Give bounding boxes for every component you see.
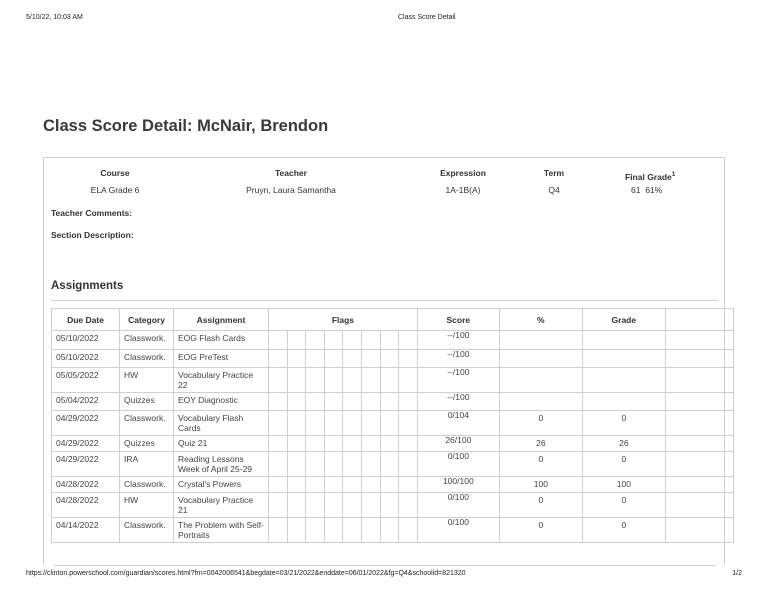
flag-cell <box>306 393 325 411</box>
final-grade-header <box>625 171 675 182</box>
flag-cell <box>306 350 325 368</box>
flag-cell <box>361 331 380 350</box>
flag-cell <box>287 452 306 477</box>
extra-cell <box>665 477 733 493</box>
expression-value: 1A-1B(A) <box>445 185 481 195</box>
due-date-cell: 04/28/2022 <box>52 477 120 493</box>
table-row <box>52 452 734 477</box>
final-grade-label: Final Grade <box>625 171 672 182</box>
course-header: Course <box>100 168 130 178</box>
table-row <box>52 518 734 543</box>
term-value: Q4 <box>548 185 560 195</box>
flag-cell <box>399 350 418 368</box>
flag-cell <box>361 436 380 452</box>
score-cell: 0/100 <box>417 518 499 543</box>
flag-cell <box>287 350 306 368</box>
score-cell: --/100 <box>417 331 499 350</box>
score-cell: --/100 <box>417 368 499 393</box>
flag-cell <box>361 393 380 411</box>
percent-cell <box>499 368 582 393</box>
flag-cell <box>287 436 306 452</box>
extra-cell <box>665 350 733 368</box>
extra-cell <box>665 393 733 411</box>
flag-cell <box>380 436 399 452</box>
flag-cell <box>269 393 288 411</box>
flag-cell <box>399 331 418 350</box>
final-grade-value <box>631 185 662 195</box>
flag-cell <box>361 493 380 518</box>
teacher-header: Teacher <box>275 168 307 178</box>
flag-cell <box>380 493 399 518</box>
grade-cell: 0 <box>582 452 665 477</box>
flag-cell <box>324 452 343 477</box>
percent-cell <box>499 350 582 368</box>
flag-cell <box>361 411 380 436</box>
final-grade-percent: 61% <box>645 185 663 195</box>
assignments-title: Assignments <box>51 280 124 292</box>
category-cell: IRA <box>120 452 174 477</box>
category-cell: Classwork. <box>120 477 174 493</box>
flag-cell <box>269 368 288 393</box>
flag-cell <box>343 518 362 543</box>
percent-cell: 0 <box>499 452 582 477</box>
table-row <box>52 411 734 436</box>
grade-cell: 26 <box>582 436 665 452</box>
assignment-name-link[interactable]: Quiz 21 <box>174 436 269 452</box>
assignment-name-link[interactable]: Crystal's Powers <box>174 477 269 493</box>
flag-cell <box>399 452 418 477</box>
flag-cell <box>287 393 306 411</box>
flag-cell <box>399 518 418 543</box>
percent-column-header[interactable]: % <box>499 309 582 331</box>
flag-cell <box>306 477 325 493</box>
due-date-cell: 04/29/2022 <box>52 452 120 477</box>
assignment-name-link[interactable]: EOG PreTest <box>174 350 269 368</box>
table-row <box>52 493 734 518</box>
flag-cell <box>324 477 343 493</box>
panel-bottom-border <box>54 565 716 566</box>
flag-cell <box>324 411 343 436</box>
flag-cell <box>380 411 399 436</box>
grade-cell: 0 <box>582 411 665 436</box>
course-value: ELA Grade 6 <box>90 185 140 195</box>
flag-cell <box>324 436 343 452</box>
grade-cell <box>582 393 665 411</box>
flag-cell <box>306 493 325 518</box>
category-cell: HW <box>120 368 174 393</box>
percent-cell: 26 <box>499 436 582 452</box>
flag-cell <box>306 436 325 452</box>
final-grade-points: 61 <box>631 185 641 195</box>
flag-cell <box>287 411 306 436</box>
grade-cell: 100 <box>582 477 665 493</box>
percent-cell <box>499 331 582 350</box>
flag-cell <box>343 350 362 368</box>
flag-cell <box>343 477 362 493</box>
extra-cell <box>665 436 733 452</box>
flag-cell <box>343 331 362 350</box>
score-cell: 26/100 <box>417 436 499 452</box>
flag-cell <box>269 350 288 368</box>
term-header: Term <box>543 168 565 178</box>
flag-cell <box>306 518 325 543</box>
due-date-cell: 05/10/2022 <box>52 350 120 368</box>
category-column-header[interactable]: Category <box>120 309 174 331</box>
page-url: https://clinton.powerschool.com/guardian/scores.html?frn=0042006541&begdate=03/21/2022&enddate=06/01/2022&fg=Q4&schoolid=821320 <box>26 570 466 577</box>
flag-cell <box>361 452 380 477</box>
assignment-name-link[interactable]: Vocabulary Practice 21 <box>174 493 269 518</box>
score-cell: 0/100 <box>417 493 499 518</box>
score-cell: --/100 <box>417 350 499 368</box>
percent-cell: 0 <box>499 518 582 543</box>
flag-cell <box>306 452 325 477</box>
flag-cell <box>343 452 362 477</box>
expression-header: Expression <box>440 168 486 178</box>
flag-cell <box>343 411 362 436</box>
percent-cell: 0 <box>499 493 582 518</box>
flag-cell <box>361 350 380 368</box>
flag-cell <box>380 368 399 393</box>
print-title: Class Score Detail <box>398 14 456 21</box>
flag-cell <box>324 368 343 393</box>
flag-cell <box>306 331 325 350</box>
flags-column-header: Flags <box>269 309 418 331</box>
score-cell: --/100 <box>417 393 499 411</box>
category-cell: Quizzes <box>120 436 174 452</box>
grade-cell <box>582 368 665 393</box>
flag-cell <box>324 331 343 350</box>
flag-cell <box>343 393 362 411</box>
section-description-label: Section Description: <box>51 230 134 240</box>
grade-cell: 0 <box>582 493 665 518</box>
flag-cell <box>399 393 418 411</box>
flag-cell <box>287 493 306 518</box>
score-cell: 0/100 <box>417 452 499 477</box>
flag-cell <box>343 493 362 518</box>
percent-cell: 100 <box>499 477 582 493</box>
assignment-name-link[interactable]: Vocabulary Flash Cards <box>174 411 269 436</box>
flag-cell <box>361 368 380 393</box>
due-date-cell: 04/29/2022 <box>52 411 120 436</box>
extra-cell <box>665 368 733 393</box>
flag-cell <box>343 436 362 452</box>
flag-cell <box>399 368 418 393</box>
flag-cell <box>380 393 399 411</box>
flag-cell <box>306 411 325 436</box>
category-cell: Quizzes <box>120 393 174 411</box>
flag-cell <box>399 411 418 436</box>
flag-cell <box>269 452 288 477</box>
score-column-header[interactable]: Score <box>417 309 499 331</box>
flag-cell <box>380 331 399 350</box>
score-cell: 100/100 <box>417 477 499 493</box>
extra-cell <box>665 331 733 350</box>
extra-cell <box>665 452 733 477</box>
flag-cell <box>343 368 362 393</box>
flag-cell <box>287 331 306 350</box>
flag-cell <box>269 436 288 452</box>
due-date-cell: 05/04/2022 <box>52 393 120 411</box>
due-date-cell: 05/05/2022 <box>52 368 120 393</box>
teacher-comments-label: Teacher Comments: <box>51 208 133 218</box>
category-cell: Classwork. <box>120 518 174 543</box>
grade-cell <box>582 331 665 350</box>
table-row <box>52 436 734 452</box>
flag-cell <box>399 477 418 493</box>
category-cell: Classwork. <box>120 331 174 350</box>
flag-cell <box>269 331 288 350</box>
percent-cell <box>499 393 582 411</box>
assignment-name-link[interactable]: The Problem with Self-Portraits <box>174 518 269 543</box>
flag-cell <box>380 350 399 368</box>
extra-cell <box>665 518 733 543</box>
flag-cell <box>306 368 325 393</box>
assignments-header-row <box>52 309 734 331</box>
table-row <box>52 393 734 411</box>
category-cell: Classwork. <box>120 411 174 436</box>
flag-cell <box>380 477 399 493</box>
assignment-name-link[interactable]: Vocabulary Practice 22 <box>174 368 269 393</box>
flag-cell <box>269 477 288 493</box>
table-row <box>52 350 734 368</box>
flag-cell <box>324 493 343 518</box>
flag-cell <box>380 452 399 477</box>
page-title: Class Score Detail: McNair, Brendon <box>43 117 329 135</box>
assignment-column-header[interactable]: Assignment <box>174 309 269 331</box>
table-row <box>52 477 734 493</box>
flag-cell <box>361 518 380 543</box>
flag-cell <box>324 350 343 368</box>
percent-cell: 0 <box>499 411 582 436</box>
flag-cell <box>399 436 418 452</box>
final-grade-footnote-link[interactable]: 1 <box>671 171 676 178</box>
category-cell: Classwork. <box>120 350 174 368</box>
score-cell: 0/104 <box>417 411 499 436</box>
flag-cell <box>287 368 306 393</box>
flag-cell <box>269 493 288 518</box>
flag-cell <box>287 518 306 543</box>
due-date-cell: 04/28/2022 <box>52 493 120 518</box>
extra-cell <box>665 493 733 518</box>
table-row <box>52 331 734 350</box>
teacher-value: Pruyn, Laura Samantha <box>246 185 336 195</box>
flag-cell <box>399 493 418 518</box>
assignment-name-link[interactable]: Reading Lessons Week of April 25-29 <box>174 452 269 477</box>
category-cell: HW <box>120 493 174 518</box>
grade-column-header[interactable]: Grade <box>582 309 665 331</box>
flag-cell <box>324 393 343 411</box>
flag-cell <box>324 518 343 543</box>
flag-cell <box>361 477 380 493</box>
due-date-cell: 04/14/2022 <box>52 518 120 543</box>
assignment-name-link[interactable]: EOG Flash Cards <box>174 331 269 350</box>
assignments-divider <box>51 300 718 301</box>
print-header <box>26 14 742 26</box>
grade-cell <box>582 350 665 368</box>
due-date-column-header[interactable]: Due Date <box>52 309 120 331</box>
flag-cell <box>287 477 306 493</box>
due-date-cell: 04/29/2022 <box>52 436 120 452</box>
flag-cell <box>269 518 288 543</box>
flag-cell <box>380 518 399 543</box>
page-number: 1/2 <box>732 570 742 577</box>
extra-column-header <box>665 309 733 331</box>
print-date: 5/10/22, 10:03 AM <box>26 14 83 21</box>
extra-cell <box>665 411 733 436</box>
due-date-cell: 05/10/2022 <box>52 331 120 350</box>
grade-cell: 0 <box>582 518 665 543</box>
flag-cell <box>269 411 288 436</box>
assignment-name-link[interactable]: EOY Diagnostic <box>174 393 269 411</box>
assignments-table <box>51 308 734 543</box>
table-row <box>52 368 734 393</box>
